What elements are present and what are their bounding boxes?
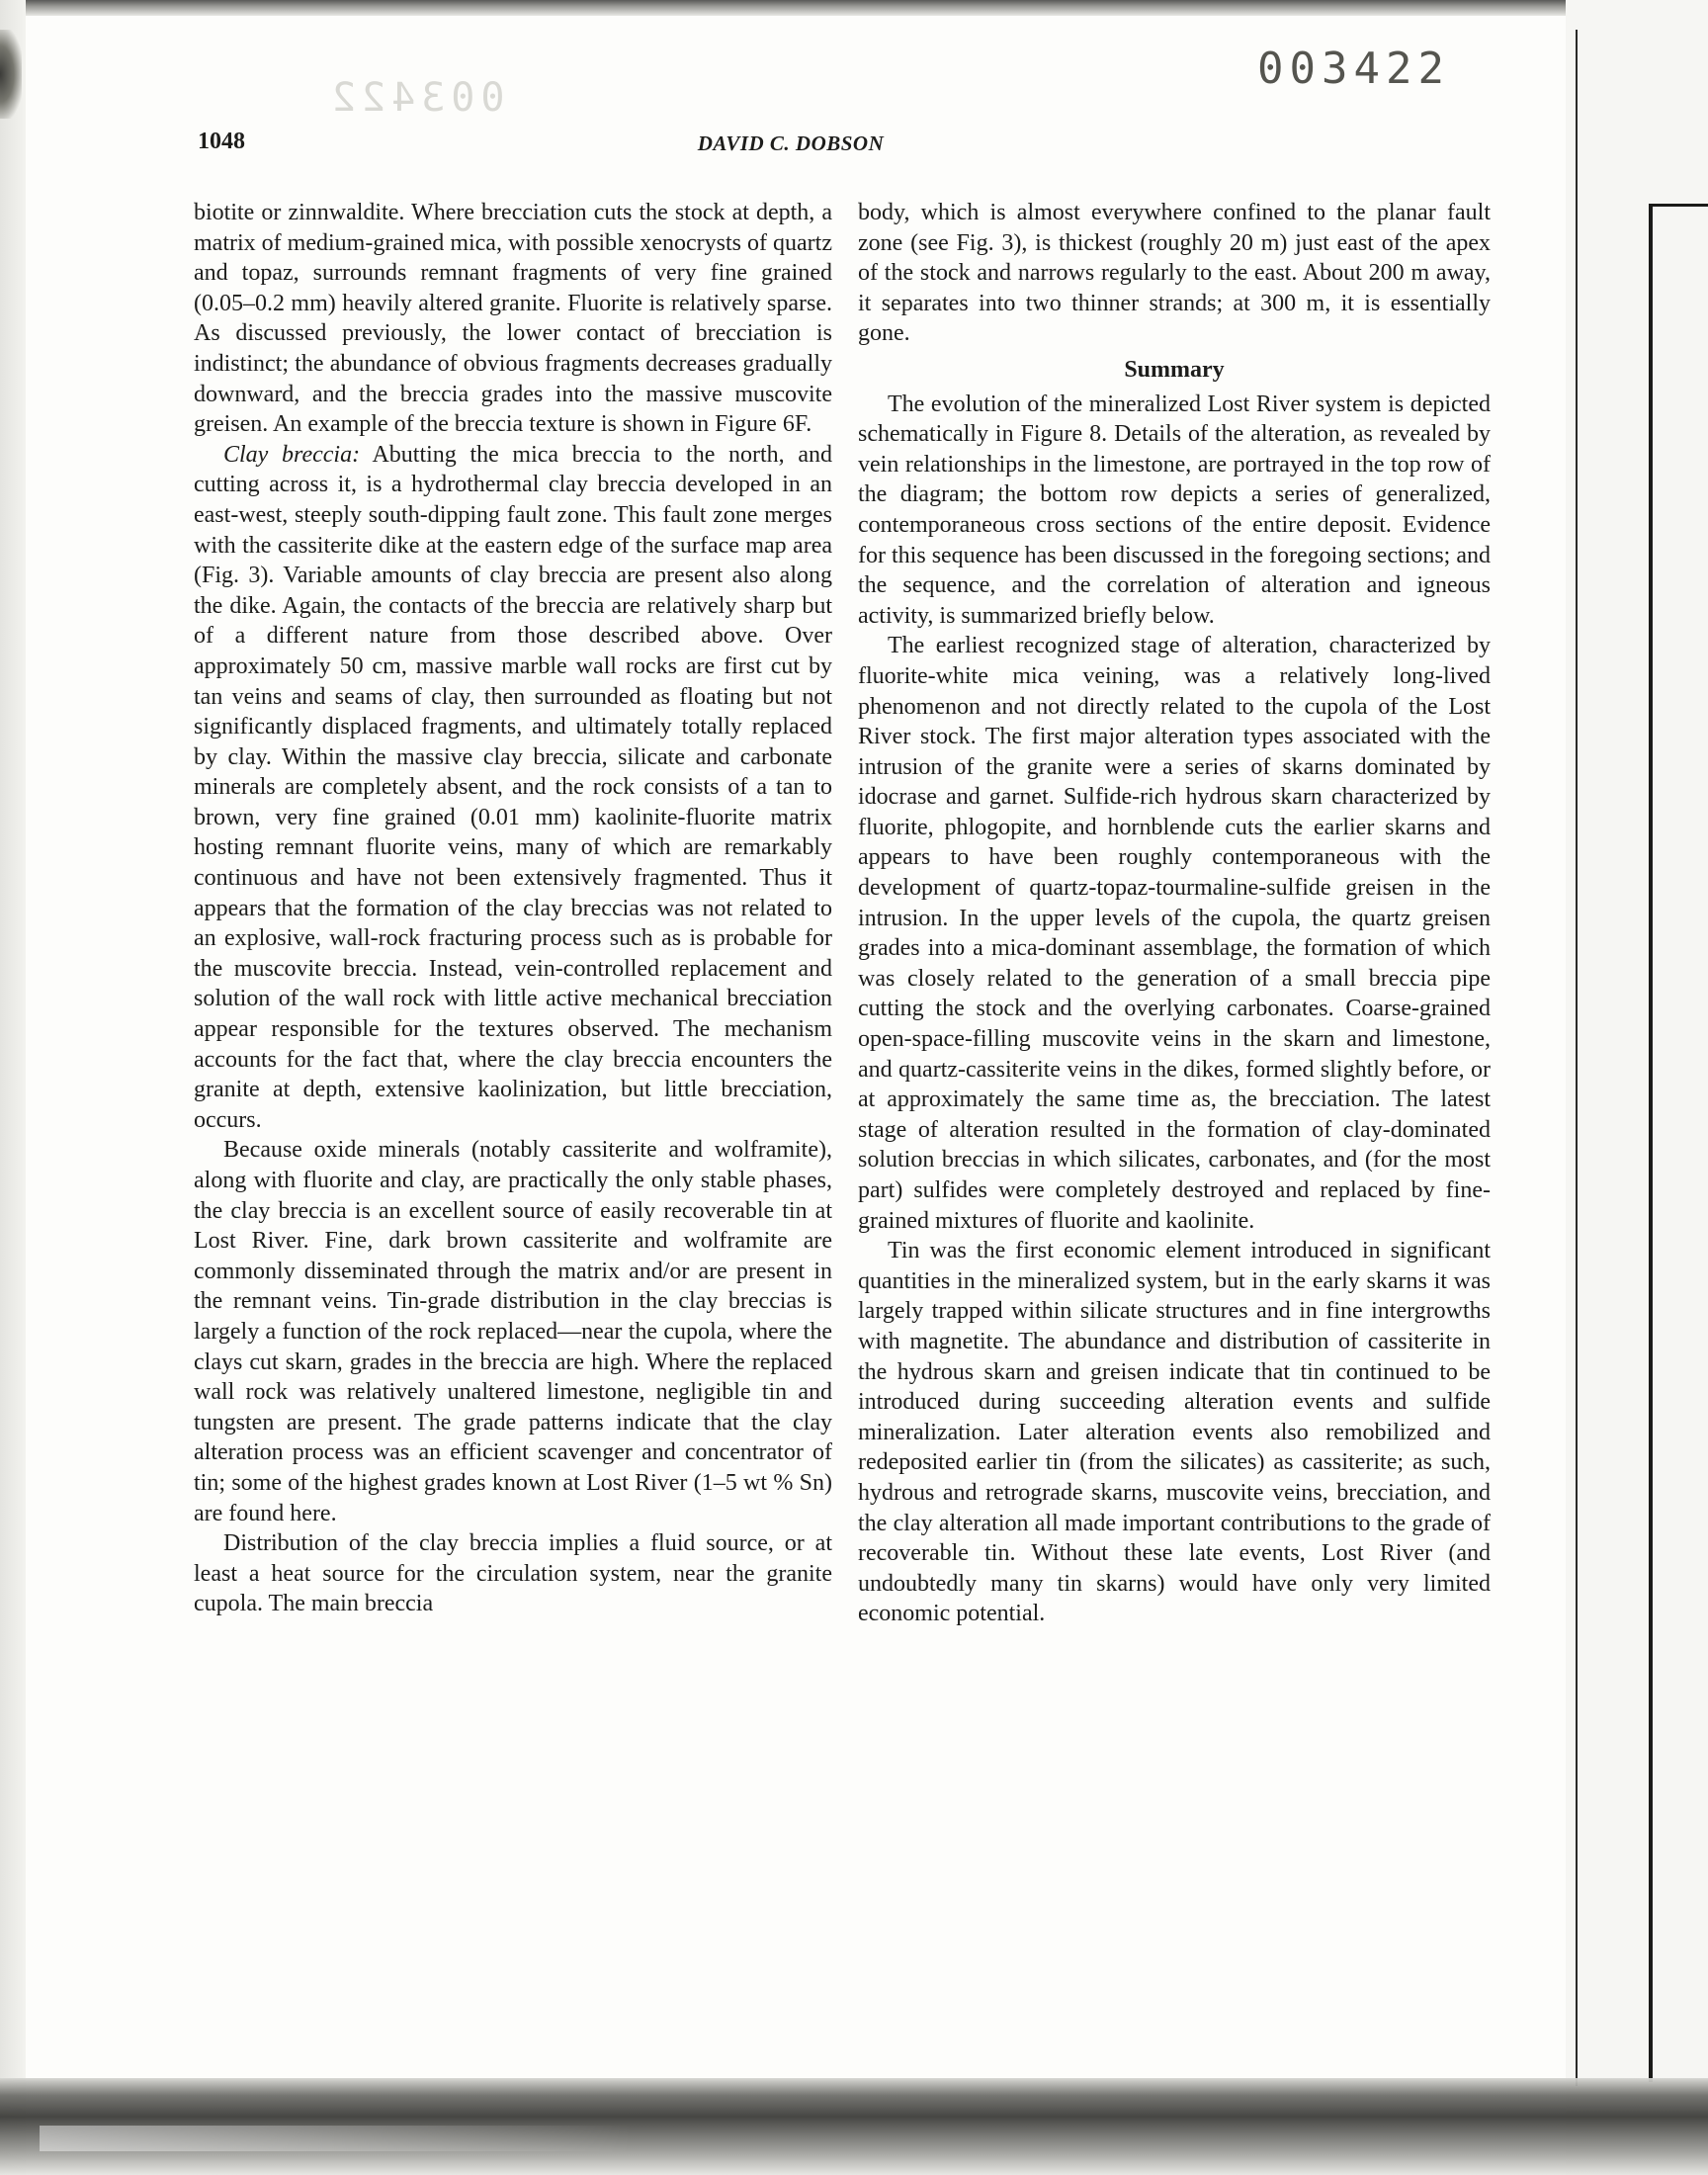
scan-right-margin: [1566, 0, 1708, 2175]
paragraph-tin-economics: Tin was the first economic element introduced in significant quantities in the mineralized system, but in the early skarns it was largely trapped within silicate structures and in fine intergrowths with magnetite. The abundance and distribution of cassiterite in the hydrous skarn and greisen indicate that tin continued to be introduced during succeeding alteration events and sulfide mineralization. Later alteration events also remobilized and redeposited earlier tin (from the silicates) as cassiterite; as such, hydrous and retrograde skarns, muscovite veins, brecciation, and the clay alteration all made important contributions to the grade of recoverable tin. Without these late events, Lost River (and undoubtedly many tin skarns) would have only very limited economic potential.: [858, 1238, 1491, 1627]
running-head-author: DAVID C. DOBSON: [697, 131, 885, 155]
scan-bottom-highlight: [40, 2126, 633, 2151]
page-edge-line: [1576, 30, 1578, 2086]
archive-stamp-bleedthrough: 003422: [326, 75, 505, 121]
paragraph-oxide-minerals: Because oxide minerals (notably cassiterite and wolframite), along with fluorite and clay, are practically the only stable phases, the clay breccia is an excellent source of easily recoverable tin at Lost River. Fine, dark brown cassiterite and wolframite are commonly disseminated through the matrix and/or are present in the remnant veins. Tin-grade distribution in the clay breccias is largely a function of the rock replaced—near the cupola, where the clays cut skarn, grades in the breccia are high. Where the replaced wall rock was relatively unaltered limestone, negligible tin and tungsten are present. The grade patterns indicate that the clay alteration process was an efficient scavenger and concentrator of tin; some of the highest grades known at Lost River (1–5 wt % Sn) are found here.: [194, 1137, 832, 1526]
page-number: 1048: [198, 129, 245, 154]
paragraph-mica-breccia-end: biotite or zinnwaldite. Where brecciation cuts the stock at depth, a matrix of medium-grained mica, with possible xenocrysts of quartz and topaz, surrounds remnant fragments of very fine grained (0.05–0.2 mm) heavily altered granite. Fluorite is relatively sparse. As discussed previously, the lower contact of brecciation is indistinct; the abundance of obvious fragments decreases gradually downward, and the breccia grades into the massive muscovite greisen. An example of the breccia texture is shown in Figure 6F.: [194, 200, 832, 438]
right-text-column: [858, 198, 1491, 1629]
left-text-column: [194, 198, 832, 1619]
binding-tick: [1649, 204, 1708, 207]
binding-line: [1649, 204, 1653, 2082]
archive-stamp-number: 003422: [1257, 44, 1450, 94]
paragraph-breccia-distribution: Distribution of the clay breccia implies a fluid source, or at least a heat source for the circulation system, near the granite cupola. The main breccia: [194, 1530, 832, 1617]
paragraph-clay-breccia: [194, 440, 832, 1136]
scan-top-edge: [0, 0, 1708, 16]
scan-left-shadow: [0, 30, 22, 119]
paragraph-breccia-body: body, which is almost everywhere confined to the planar fault zone (see Fig. 3), is thickest (roughly 20 m) just east of the apex of the stock and narrows regularly to the east. About 200 m away, it separates into two thinner strands; at 300 m, it is essentially gone.: [858, 200, 1491, 347]
clay-breccia-lead-in: Clay breccia:: [223, 441, 361, 468]
section-heading-summary: Summary: [1124, 356, 1225, 383]
paragraph-alteration-stages: The earliest recognized stage of alteration, characterized by fluorite-white mica veining, was a relatively long-lived phenomenon and not directly related to the cupola of the Lost River stock. The first major alteration types associated with the intrusion of the granite were a series of skarns dominated by idocrase and garnet. Sulfide-rich hydrous skarn characterized by fluorite, phlogopite, and hornblende cuts the earlier skarns and appears to have been roughly contemporaneous with the development of quartz-topaz-tourmaline-sulfide greisen in the intrusion. In the upper levels of the cupola, the quartz greisen grades into a mica-dominant assemblage, the formation of which was closely related to the generation of a small breccia pipe cutting the stock and the overlying carbonates. Coarse-grained open-space-filling muscovite veins in the skarn and limestone, and quartz-cassiterite veins in the dikes, formed slightly before, or at approximately the same time as, the brecciation. The latest stage of alteration resulted in the formation of clay-dominated solution breccias in which silicates, carbonates, and (for the most part) sulfides were completely destroyed and replaced by fine-grained mixtures of fluorite and kaolinite.: [858, 633, 1491, 1234]
paragraph-summary-intro: The evolution of the mineralized Lost River system is depicted schematically in Figure 8. Details of the alteration, as revealed by vein relationships in the limestone, are portrayed in the top row of the diagram; the bottom row depicts a series of generalized, contemporaneous cross sections of the entire deposit. Evidence for this sequence has been discussed in the foregoing sections; and the sequence, and the correlation of alteration and igneous activity, is summarized briefly below.: [858, 391, 1491, 629]
clay-breccia-text: Abutting the mica breccia to the north, and cutting across it, is a hydrothermal clay breccia developed in an east-west, steeply south-dipping fault zone. This fault zone merges with the cassiterite dike at the eastern edge of the surface map area (Fig. 3). Variable amounts of clay breccia are present also along the dike. Again, the contacts of the breccia are relatively sharp but of a different nature from those described above. Over approximately 50 cm, massive marble wall rocks are first cut by tan veins and seams of clay, then surrounded as floating but not significantly displaced fragments, and ultimately totally replaced by clay. Within the massive clay breccia, silicate and carbonate minerals are completely absent, and the rock consists of a tan to brown, very fine grained (0.01 mm) kaolinite-fluorite matrix hosting remnant fluorite veins, many of which are remarkably continuous and have not been extensively fragmented. Thus it appears that the formation of the clay breccias was not related to an explosive, wall-rock fracturing process such as is probable for the muscovite breccia. Instead, vein-controlled replacement and solution of the wall rock with little active mechanical brecciation appear responsible for the textures observed. The mechanism accounts for the fact that, where the clay breccia encounters the granite at depth, extensive kaolinization, but little brecciation, occurs.: [194, 441, 832, 1133]
scan-left-edge: [0, 0, 26, 2175]
